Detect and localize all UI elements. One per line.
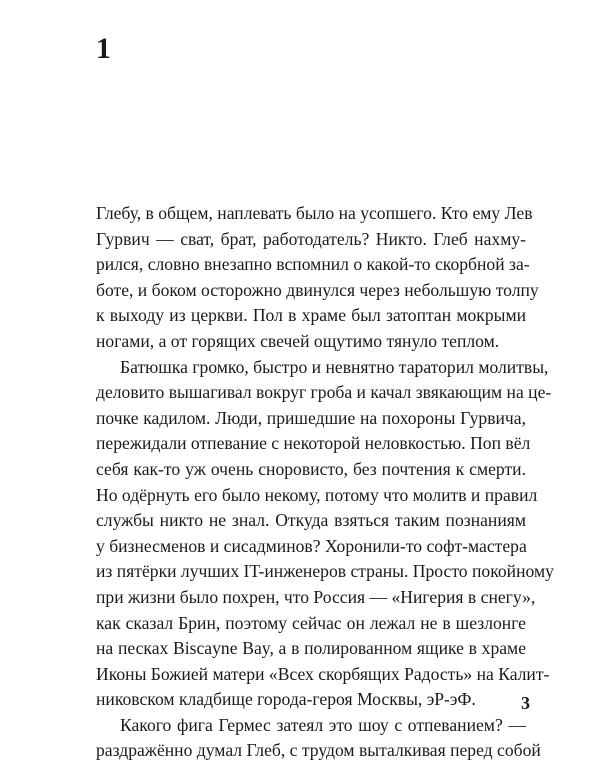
text-line: у бизнесменов и сисадминов? Хоронили-то софт-мастера <box>96 535 527 556</box>
text-line: Батюшка громко, быстро и невнятно тараторил молитвы, <box>120 356 549 377</box>
text-line: к выходу из церкви. Пол в храме был затоптан мокрыми <box>96 305 526 326</box>
text-line: Глебу, в общем, наплевать было на усопшего. Кто ему Лев <box>96 203 533 223</box>
text-line: при жизни было похрен, что Россия — «Нигерия в снегу», <box>96 586 536 607</box>
page-number: 3 <box>521 693 530 713</box>
text-line: пережидали отпевание с некоторой неловкостью. Поп вёл <box>96 433 531 454</box>
text-line: из пятёрки лучших IT-инженеров страны. Просто покойному <box>96 561 554 582</box>
text-line: Какого фига Гермес затеял это шоу с отпеванием? — <box>120 714 526 735</box>
paragraph <box>96 201 539 355</box>
text-line: боте, и боком осторожно двинулся через небольшую толпу <box>96 279 539 300</box>
body-text <box>96 201 554 764</box>
text-line: ногами, а от горящих свечей ощутимо тянуло теплом. <box>96 330 500 351</box>
chapter-number: 1 <box>96 32 111 65</box>
text-line: службы никто не знал. Откуда взяться таким познаниям <box>96 510 526 531</box>
text-line: Иконы Божией матери «Всех скорбящих Радость» на Калит- <box>96 663 550 684</box>
paragraph <box>96 355 554 713</box>
text-line: раздражённо думал Глеб, с трудом выталкивая перед собой <box>96 740 541 761</box>
text-line: рился, словно внезапно вспомнил о какой-то скорбной за- <box>96 254 530 275</box>
text-line: Гурвич — сват, брат, работодатель? Никто. Глеб нахму- <box>96 228 526 249</box>
text-line: почке кадилом. Люди, пришедшие на похороны Гурвича, <box>96 407 526 428</box>
text-line: Но одёрнуть его было некому, потому что молитв и правил <box>96 484 538 505</box>
text-line: себя как-то уж очень сноровисто, без почтения к смерти. <box>96 458 526 479</box>
text-line: на песках Biscayne Bay, а в полированном ящике в храме <box>96 638 526 659</box>
paragraph <box>96 713 541 764</box>
text-line: деловито вышагивал вокруг гроба и качал звякающим на це- <box>96 382 552 403</box>
text-line: как сказал Брин, поэтому сейчас он лежал не в шезлонге <box>96 612 526 633</box>
text-line: никовском кладбище города-героя Москвы, эР-эФ. <box>96 689 476 710</box>
